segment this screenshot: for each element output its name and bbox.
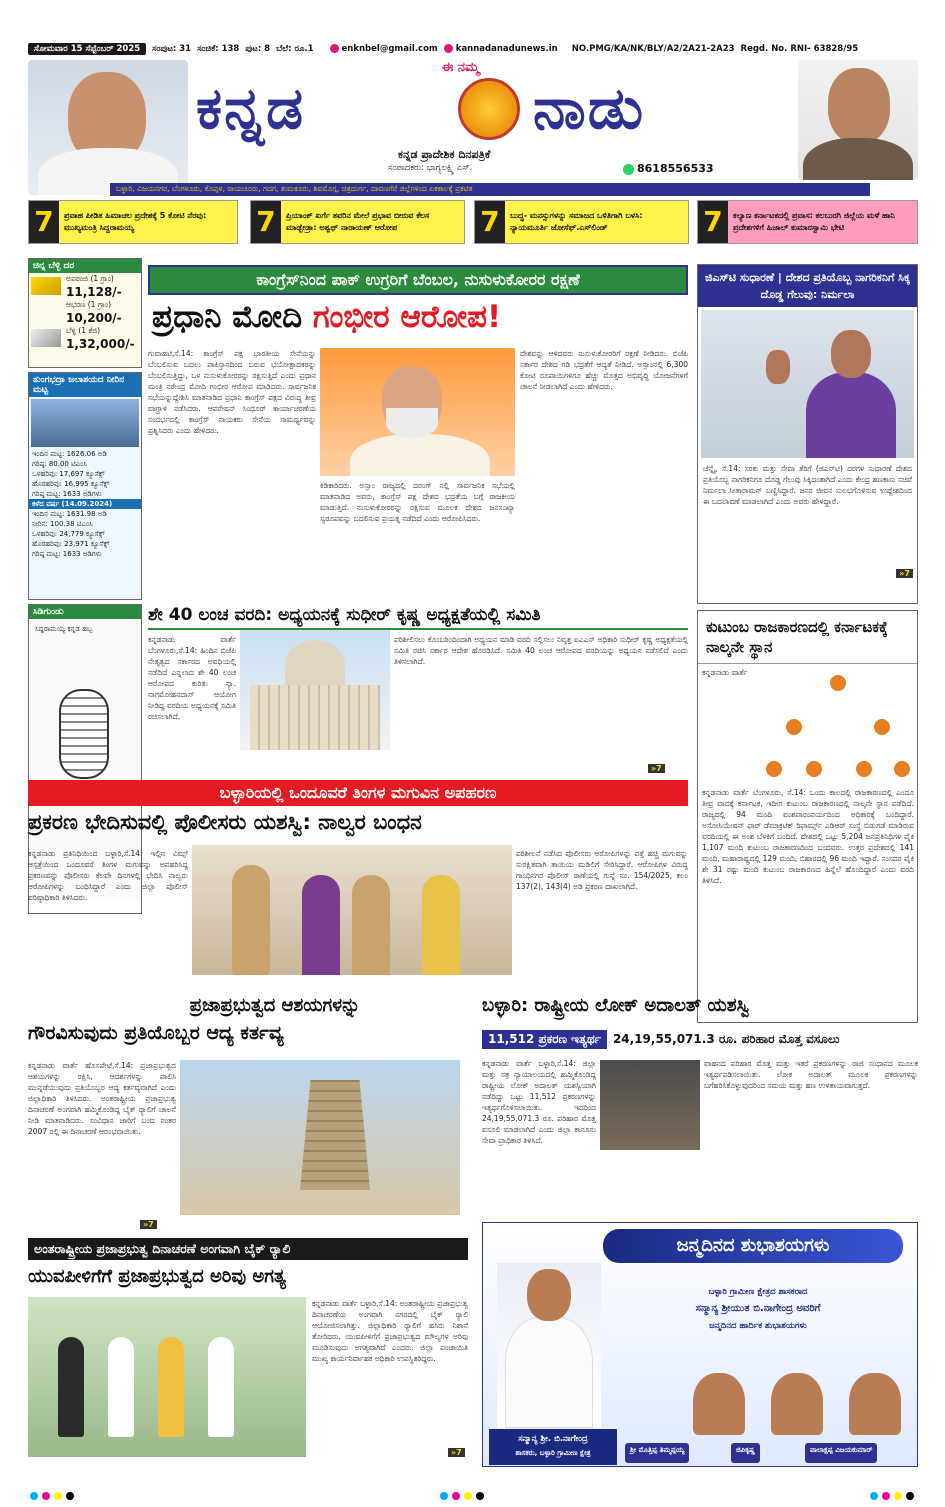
judge-photo xyxy=(600,1060,700,1150)
whatsapp-number[interactable]: 8618556533 xyxy=(623,162,714,175)
ad-line-3: ಜನ್ಮದಿನದ ಹಾರ್ದಿಕ ಶುಭಾಶಯಗಳು xyxy=(709,1321,807,1331)
email-link[interactable]: enknbel@gmail.com xyxy=(330,44,438,54)
family-politics-story xyxy=(697,610,918,1023)
hampi-temple-photo xyxy=(180,1060,460,1215)
ad-name: ಸನ್ಮಾನ್ಯ ಶ್ರೀ. ಬಿ.ನಾಗೇಂದ್ರ ಶಾಸಕರು, ಬಳ್ಳಾರಿ ಗ್ರಾಮೀಣ ಕ್ಷೇತ್ರ xyxy=(489,1429,617,1465)
masthead-subtitle: ಕನ್ನಡ ಪ್ರಾದೇಶಿಕ ದಿನಪತ್ರಿಕೆ xyxy=(398,148,491,161)
regd-rni: Regd. No. RNI- 63828/95 xyxy=(740,43,859,54)
police-photo xyxy=(192,845,512,975)
dam-title: ತುಂಗಭದ್ರಾ ಜಲಾಶಯದ ನೀರಿನ ಮಟ್ಟ xyxy=(29,373,141,397)
gst-headline[interactable]: ಜಿಎಸ್‌ಟಿ ಸುಧಾರಣೆ | ದೇಶದ ಪ್ರತಿಯೊಬ್ಬ ನಾಗರಿಕನಿಗೆ ಸಿಕ್ಕ ದೊಡ್ಡ ಗೆಲುವು: ನಿರ್ಮಲಾ xyxy=(698,265,917,307)
dam-level-box xyxy=(28,372,142,600)
dam-stat-line: ಗರಿಷ್ಠ ಮಟ್ಟ: 1633 ಅಡಿಗಳು xyxy=(32,490,102,498)
ad-chip-2: ಜಿಪಿಕೃಷ್ಣ xyxy=(731,1443,760,1463)
masthead-tagline: ಈ ನಮ್ಮ xyxy=(442,60,480,75)
gst-continued[interactable]: »7 xyxy=(896,569,913,578)
color-registration-marks-right xyxy=(870,1492,914,1500)
masthead-title-left: ಕನ್ನಡ xyxy=(196,74,306,142)
microphone-icon xyxy=(59,689,109,779)
democracy-headline[interactable]: ಗೌರವಿಸುವುದು ಪ್ರತಿಯೊಬ್ಬರ ಆದ್ಯ ಕರ್ತವ್ಯ xyxy=(28,1022,284,1044)
gold-rate-title: ಚಿನ್ನ ಬೆಳ್ಳಿ ದರ xyxy=(29,259,141,273)
gold-bar-icon xyxy=(31,277,61,295)
dam-stat-line: ಹೊರಹರಿವು: 16,995 ಕ್ಯೂಸೆಕ್ಸ್ xyxy=(32,480,110,488)
actor-photo xyxy=(798,60,918,180)
teaser-3[interactable]: 7 ಬುದ್ಧ- ಮನಸ್ಸುಗಳನ್ನು ಸಮಾಜದ ಒಳಿತಿಗಾಗಿ ಬಳಸಿ: ನ್ಯಾಯಮೂರ್ತಿ ಜೋಸೆಫ್.ಎಸ್‌ಲಿಂಡ್ xyxy=(474,200,689,244)
ad-chip-1: ಶ್ರೀ ಮೊತ್ತಿಪ್ಪ ತಿಮ್ಮಪ್ಪಯ್ಯ xyxy=(625,1443,689,1463)
ad-line-2: ಸನ್ಮಾನ್ಯ ಶ್ರೀಯುತ ಬಿ.ನಾಗೇಂದ್ರ ಅವರಿಗೆ xyxy=(695,1303,821,1314)
lead-body-col2: ಕಿಡಿಕಾರಿದರು. ಅಸ್ಸಾಂ ರಾಜ್ಯದಲ್ಲಿ ದರಂಗ್ ನಲ್ಲಿ ಸಾರ್ವಜನಿಕ ಸಭೆಯಲ್ಲಿ ಮಾತನಾಡಿದ ಅವರು, ಕಾಂಗ್ರೆಸ್ ಪಕ್ಷ ದೇಶದ ಭದ್ರತೆಯ ಬಗ್ಗೆ ರಾಜಕೀಯ ಮಾಡುತ್ತಿದೆ. ನುಸುಳುಕೋರರನ್ನು ರಕ್ಷಿಸುವ ಮೂಲಕ ದೇಶದ ಜನಸಂಖ್ಯಾ ಸ್ವರೂಪವನ್ನು ಬದಲಿಸುವ ಪ್ರಯತ್ನ ನಡೆದಿದೆ ಎಂದು ಆರೋಪಿಸಿದರು. xyxy=(320,481,515,523)
birthday-advertisement xyxy=(482,1222,918,1467)
issue: ಸಂಚಿಕೆ: 138 xyxy=(197,43,240,54)
commission-continued[interactable]: »7 xyxy=(648,764,665,773)
color-registration-marks-center xyxy=(440,1492,484,1500)
dam-stat-line: ಇಂದಿನ ಮಟ್ಟ: 1631.98 ಅಡಿ xyxy=(32,510,107,518)
silver-price: 1,32,000/- xyxy=(66,337,135,351)
nirmala-photo xyxy=(701,310,914,458)
editor-credit: ಸಂಪಾದಕರು: ಭಾಗ್ಯಲಕ್ಷ್ಮಿ ಎಸ್. xyxy=(388,163,473,173)
vidhana-soudha-photo xyxy=(240,630,390,750)
color-registration-marks xyxy=(30,1492,74,1500)
gst-body: ಚೆನ್ನೈ, ಸೆ.14: ಸರಕು ಮತ್ತು ಸೇವಾ ತೆರಿಗೆ (ಜಿಎಸ್‌ಟಿ) ದರಗಳ ಸುಧಾರಣೆ ದೇಶದ ಪ್ರತಿಯೊಬ್ಬ ನಾಗರಿಕನಿಗೂ ದೊಡ್ಡ ಗೆಲುವು ಸಿಕ್ಕಿದಂತಾಗಿದೆ ಎಂದು ಕೇಂದ್ರ ಹಣಕಾಸು ಸಚಿವೆ ನಿರ್ಮಲಾ ಸೀತಾರಾಮನ್ ಬಣ್ಣಿಸಿದ್ದಾರೆ. ಜನರ ಜೀವನ ಸುಲಭಗೊಳಿಸುವ ಉದ್ದೇಶದಿಂದ ಈ ಬದಲಾವಣೆ ಮಾಡಲಾಗಿದೆ ಎಂದು ಅವರು ಹೇಳಿದ್ದಾರೆ. xyxy=(703,464,912,506)
kidnap-body-right: ಪರಿಶೀಲನೆ ನಡೆಸಿದ ಪೊಲೀಸರು ಆರೋಪಿಗಳನ್ನು ಪತ್ತೆ ಹಚ್ಚಿ ಮಗುವನ್ನು ಸುರಕ್ಷಿತವಾಗಿ ತಾಯಿಯ ಮಡಿಲಿಗೆ ಸೇರಿಸಿದ್ದಾರೆ. ಆರೋಪಿಗಳ ವಿರುದ್ಧ ಗಾಂಧಿನಗರ ಪೊಲೀಸ್ ಠಾಣೆಯಲ್ಲಿ ಗುನ್ನೆ ನಂ. 154/2025, ಕಲಂ 137(2), 143(4) ಅಡಿ ಪ್ರಕರಣ ದಾಖಲಾಗಿದೆ. xyxy=(516,849,688,891)
commission-body-right: ಪರಿಶೀಲಿಸಲು ಕೊಂಬರಿಂದಿಂದಾಗಿ ಅಧ್ಯಯನ ಮಾಡಿ ವರದಿ ಸಲ್ಲಿಸಲು ನಿವೃತ್ತ ಐಎಎಸ್ ಅಧಿಕಾರಿ ಸುಧೀರ್ ಕೃಷ್ಣ ಅಧ್ಯಕ್ಷತೆಯಲ್ಲಿ ಸಮಿತಿ ರಚಿಸಿ ಸರ್ಕಾರ ಆದೇಶ ಹೊರಡಿಸಿದೆ. ಸಮಿತಿ 40 ಲಂಚ ಆರೋಪದ ವರದಿಯನ್ನು ಅಧ್ಯಯನ ನಡೆಸಲಿದೆ ಎಂದು ತಿಳಿಸಲಾಗಿದೆ. xyxy=(394,635,688,666)
lokadalat-body: ಕನ್ನಡನಾಡು ವಾರ್ತೆ ಬಳ್ಳಾರಿ,ಸೆ.14: ಜಿಲ್ಲಾ ಮತ್ತು ಸತ್ರ ನ್ಯಾಯಾಲಯದಲ್ಲಿ ಹಮ್ಮಿಕೊಂಡಿದ್ದ ರಾಷ್ಟ್ರೀಯ ಲೋಕ್ ಅದಾಲತ್ ಯಶಸ್ವಿಯಾಗಿ ನಡೆದಿದ್ದು ಒಟ್ಟು 11,512 ಪ್ರಕರಣಗಳನ್ನು ಇತ್ಯರ್ಥಗೊಳಿಸಲಾಯಿತು. ಇದರಿಂದ 24,19,55,071.3 ರೂ. ಪರಿಹಾರ ಮೊತ್ತ ವಸೂಲಿ ಮಾಡಲಾಗಿದೆ ಎಂದು ಜಿಲ್ಲಾ ಕಾನೂನು ಸೇವಾ ಪ್ರಾಧಿಕಾರ ತಿಳಿಸಿದೆ. xyxy=(482,1059,596,1145)
globe-icon xyxy=(444,44,453,53)
kidnap-headline[interactable]: ಪ್ರಕರಣ ಭೇದಿಸುವಲ್ಲಿ ಪೊಲೀಸರು ಯಶಸ್ವಿ: ನಾಲ್ವರ ಬಂಧನ xyxy=(28,810,422,834)
compensation-amount: 24,19,55,071.3 ರೂ. ಪರಿಹಾರ ಮೊತ್ತ ವಸೂಲು xyxy=(612,1032,840,1046)
democracy-kicker: ಪ್ರಜಾಪ್ರಭುತ್ವದ ಆಶಯಗಳನ್ನು xyxy=(189,995,361,1016)
gold-rate-box: ಚಿನ್ನ ಬೆಳ್ಳಿ ದರ ಅಪರಂಜಿ (1 ಗ್ರಾಂ) 11,128/- ಆಭರಣ (1 ಗ್ರಾಂ) 10,200/- ಬೆಳ್ಳಿ (1 ಕೆಜಿ) 1,32,000/- xyxy=(28,258,142,368)
volume: ಸಂಪುಟ: 31 xyxy=(152,43,192,54)
dam-stat-line: ಗರಿಷ್ಠ: 80.00 ಟಿಎಂಸಿ xyxy=(32,460,87,468)
cartoon-illustration: ಸಿದ್ದರಾಮಯ್ಯ ಕನ್ನಡ ಹಬ್ಬ xyxy=(29,619,141,899)
ad-portrait-2 xyxy=(693,1373,745,1435)
dam-stat-line: ಒಳಹರಿವು: 17,697 ಕ್ಯೂಸೆಕ್ಸ್ xyxy=(32,470,105,478)
silver-bar-icon xyxy=(31,329,61,347)
dam-stat-line: ಹೊರಹರಿವು: 23,971 ಕ್ಯೂಸೆಕ್ಸ್ xyxy=(32,540,110,548)
dam-stat-line: ಒಳಹರಿವು: 24,779 ಕ್ಯೂಸೆಕ್ಸ್ xyxy=(32,530,105,538)
pages: ಪುಟ: 8 xyxy=(245,43,271,54)
democracy-body: ಕನ್ನಡನಾಡು ವಾರ್ತೆ ಹೊಸಪೇಟೆ,ಸೆ.14: ಪ್ರಜಾಪ್ರಭುತ್ವದ ಆಶಯಗಳನ್ನು ರಕ್ಷಿಸಿ, ಆದರ್ಶಗಳನ್ನು ಪಾಲಿಸಿ ಮುನ್ನಡೆಯುವುದು ಪ್ರತಿಯೊಬ್ಬರ ಆದ್ಯ ಕರ್ತವ್ಯವಾಗಿದೆ ಎಂದು ಜಿಲ್ಲಾಧಿಕಾರಿ ತಿಳಿಸಿದರು. ಅಂತರಾಷ್ಟ್ರೀಯ ಪ್ರಜಾಪ್ರಭುತ್ವ ದಿನಾಚರಣೆ ಅಂಗವಾಗಿ ಹಮ್ಮಿಕೊಂಡಿದ್ದ ಬೈಕ್ ರ‍್ಯಾಲಿಗೆ ಚಾಲನೆ ನೀಡಿ ಮಾತನಾಡಿದರು. ಸಂವಿಧಾನ ಜಾರಿಗೆ ಬಂದ ನಂತರ 2007 ರಲ್ಲಿ ಈ ದಿನಾಚರಣೆ ಆರಂಭವಾಯಿತು. xyxy=(28,1061,176,1136)
masthead xyxy=(28,60,918,195)
lead-story xyxy=(148,265,688,340)
family-headline[interactable]: ಕುಟುಂಬ ರಾಜಕಾರಣದಲ್ಲಿ ಕರ್ನಾಟಕಕ್ಕೆ ನಾಲ್ಕನೇ ಸ್ಥಾನ xyxy=(698,611,917,664)
rally-headline[interactable]: ಯುವಪೀಳಿಗೆಗೆ ಪ್ರಜಾಪ್ರಭುತ್ವದ ಅರಿವು ಅಗತ್ಯ xyxy=(28,1266,286,1287)
family-body: ಕನ್ನಡನಾಡು ವಾರ್ತೆ ಬೆಂಗಳೂರು, ಸೆ.14: ಒಂದು ಕಾಲದಲ್ಲಿ ರಾಜಕಾರಣದಲ್ಲಿ ಎಂದೂ ತೀವ್ರ ವಾದಕ್ಕೆ ಕರ್ನಾಟಕ, ಇದೀಗ ಕುಟುಂಬ ರಾಜಕಾರಣದಲ್ಲಿ ನಾಲ್ಕನೇ ಸ್ಥಾನ ಪಡೆದಿದೆ. ರಾಜ್ಯದಲ್ಲಿ 94 ಮಂದಿ ವಂಶಪಾರಂಪರ್ಯದಿಂದ ಅಧಿಕಾರಕ್ಕೆ ಬಂದಿದ್ದಾರೆ. ಅಸೋಸಿಯೇಷನ್ ಫಾರ್ ಡೆಮಾಕ್ರಟಿಕ್ ರಿಫಾರ್ಮ್ಸ್ ಎಡಿಆರ್ ಸಂಸ್ಥೆ ಬಿಡುಗಡೆ ಮಾಡಿರುವ ವರದಿಯಲ್ಲಿ ಈ ಅಂಶ ಬೆಳಕಿಗೆ ಬಂದಿದೆ. ದೇಶದಲ್ಲಿ ಒಟ್ಟು 5,204 ಜನಪ್ರತಿನಿಧಿಗಳ ಪೈಕಿ 1,107 ಮಂದಿ ಕುಟುಂಬ ರಾಜಕಾರಣದಿಂದ ಬಂದವರು. ಉತ್ತರ ಪ್ರದೇಶದಲ್ಲಿ 141 ಮಂದಿ, ಮಹಾರಾಷ್ಟ್ರದಲ್ಲಿ 129 ಮಂದಿ, ಬಿಹಾರದಲ್ಲಿ 96 ಮಂದಿ ಇದ್ದಾರೆ. ಸಂಸದರ ಪೈಕಿ ಶೇ 31 ರಷ್ಟು ಮಂದಿ ಕುಟುಂಬ ರಾಜಕಾರಣದ ಹಿನ್ನೆಲೆ ಹೊಂದಿದ್ದಾರೆ ಎಂದು ವರದಿ ತಿಳಿಸಿದೆ. xyxy=(702,788,914,885)
dam-stats xyxy=(29,449,141,559)
whatsapp-icon xyxy=(623,164,634,175)
rally-body: ಕನ್ನಡನಾಡು ವಾರ್ತೆ ಬಳ್ಳಾರಿ,ಸೆ.14: ಅಂತರಾಷ್ಟ್ರೀಯ ಪ್ರಜಾಪ್ರಭುತ್ವ ದಿನಾಚರಣೆಯ ಅಂಗವಾಗಿ ನಗರದಲ್ಲಿ ಬೈಕ್ ರ‍್ಯಾಲಿ ಆಯೋಜಿಸಲಾಗಿತ್ತು. ಜಿಲ್ಲಾಧಿಕಾರಿ ರ‍್ಯಾಲಿಗೆ ಹಸಿರು ನಿಶಾನೆ ತೋರಿದರು. ಯುವಪೀಳಿಗೆಗೆ ಪ್ರಜಾಪ್ರಭುತ್ವದ ಮೌಲ್ಯಗಳ ಅರಿವು ಮೂಡಿಸುವುದು ಅಗತ್ಯವಾಗಿದೆ ಎಂದರು. ಜಿಲ್ಲಾ ಪಂಚಾಯಿತಿ ಮುಖ್ಯ ಕಾರ್ಯನಿರ್ವಾಹಕ ಅಧಿಕಾರಿ ಉಪಸ್ಥಿತರಿದ್ದರು. xyxy=(312,1299,468,1363)
teaser-4[interactable]: 7 ಕಲ್ಯಾಣ ಕರ್ನಾಟಕದಲ್ಲಿ ಪ್ರವಾಸ: ಕಲಬುರಗಿ ಜಿಲ್ಲೆಯ ಮಳೆ ಹಾನಿ ಪ್ರದೇಶಗಳಿಗೆ ಹಿಜಾಲ್ ಕುಮಾರಸ್ವಾಮಿ ಭೇಟಿ xyxy=(697,200,918,244)
gold22-price: 10,200/- xyxy=(66,311,122,325)
ad-line-1: ಬಳ್ಳಾರಿ ಗ್ರಾಮೀಣ ಕ್ಷೇತ್ರದ ಶಾಸಕರಾದ xyxy=(708,1287,808,1297)
democracy-continued[interactable]: »7 xyxy=(140,1220,157,1229)
karnataka-emblem-icon xyxy=(458,78,520,140)
dam-stat-line: ಇಂದಿನ ಮಟ್ಟ: 1626.06 ಅಡಿ xyxy=(32,450,107,458)
ad-portrait-4 xyxy=(849,1373,901,1435)
divider xyxy=(148,628,688,630)
teaser-2[interactable]: 7 ಪ್ರಿಯಾಂಕ್ ಖರ್ಗೆ ತವರಿನ ಮೇಲೆ ಪ್ರಭಾವ ಬೀರುವ ಕೆಲಸ ಮಾಡ್ಬೇಡ್ರಾ: ಅಶ್ವಥ್ ನಾರಾಯಣ್ ಆರೋಪ xyxy=(250,200,465,244)
rally-kicker: ಅಂತರಾಷ್ಟ್ರೀಯ ಪ್ರಜಾಪ್ರಭುತ್ವ ದಿನಾಚರಣೆ ಅಂಗವಾಗಿ ಬೈಕ್ ರ‍್ಯಾಲಿ xyxy=(28,1238,468,1260)
rally-continued[interactable]: »7 xyxy=(448,1448,465,1457)
commission-body-left: ಕನ್ನಡನಾಡು ವಾರ್ತೆ ಬೆಂಗಳೂರು,ಸೆ.14: ಹಿಂದಿನ ಬಿಜೆಪಿ ನೇತೃತ್ವದ ಸರ್ಕಾರದ ಅವಧಿಯಲ್ಲಿ ನಡೆದಿದೆ ಎನ್ನಲಾದ ಶೇ 40 ಲಂಚ ಆರೋಪದ ಕುರಿತು ನ್ಯಾ. ನಾಗಮೋಹನದಾಸ್ ಆಯೋಗ ನೀಡಿದ್ದ ವರದಿಯ ಅಧ್ಯಯನಕ್ಕೆ ಸಮಿತಿ ರಚಿಸಲಾಗಿದೆ. xyxy=(148,635,236,721)
lead-headline[interactable]: ಪ್ರಧಾನಿ ಮೋದಿ ಗಂಭೀರ ಆರೋಪ! xyxy=(152,299,502,335)
regd-postal: NO.PMG/KA/NK/BLY/A2/2A21-2A23 xyxy=(571,43,735,54)
ad-portrait xyxy=(497,1263,601,1428)
ad-chip-3: ಪಾಲಾಕ್ಷಪ್ಪ ವಿಜಯಕುಮಾರ್ xyxy=(805,1443,877,1463)
cartoon-title: ಸಿಡಿಗುಂಡು xyxy=(29,605,141,619)
family-body-intro: ಕನ್ನಡನಾಡು ವಾರ್ತೆ xyxy=(702,668,748,677)
masthead-title-right: ನಾಡು xyxy=(533,74,646,142)
modi-photo xyxy=(320,348,515,476)
gold24-price: 11,128/- xyxy=(66,285,122,299)
family-tree-illustration xyxy=(766,675,911,779)
cases-badge: 11,512 ಪ್ರಕರಣ ಇತ್ಯರ್ಥ xyxy=(482,1030,607,1049)
dateline xyxy=(28,40,918,57)
dam-stat-line: ಕಳೆದ ವರ್ಷ (14.09.2024) xyxy=(29,499,141,509)
commission-headline[interactable]: ಶೇ 40 ಲಂಚ ವರದಿ: ಅಧ್ಯಯನಕ್ಕೆ ಸುಧೀರ್ ಕೃಷ್ಣ ಅಧ್ಯಕ್ಷತೆಯಲ್ಲಿ ಸಮಿತಿ xyxy=(148,605,541,625)
ad-banner: ಜನ್ಮದಿನದ ಶುಭಾಶಯಗಳು xyxy=(603,1229,903,1263)
lead-body-col1: ಗುವಾಹಟಿ,ಸೆ.14: ಕಾಂಗ್ರೆಸ್ ಪಕ್ಷ ಭಾರತೀಯ ಸೇನೆಯನ್ನು ಬೆಂಬಲಿಸುವ ಬದಲು ಪಾಕಿಸ್ತಾನದಿಂದ ಬರುವ ಭಯೋತ್ಪಾದಕರನ್ನು ಬೆಂಬಲಿಸುತ್ತಿದ್ದು, ಒಳ ನುಸುಳುಕೋರರನ್ನು ರಕ್ಷಿಸುತ್ತಿದೆ ಎಂದು ಪ್ರಧಾನ ಮಂತ್ರಿ ನರೇಂದ್ರ ಮೋದಿ ಗಂಭೀರ ಆರೋಪ ಮಾಡಿದರು. ಸಾರ್ವಜನಿಕ ಸಭೆಯನ್ನುದ್ದೇಶಿಸಿ ಮಾತನಾಡಿದ ಪ್ರಧಾನಿ ಕಾಂಗ್ರೆಸ್ ಪಕ್ಷದ ವಿರುದ್ಧ ತೀವ್ರ ವಾಗ್ದಾಳಿ ನಡೆಸಿದರು. ಆಪರೇಷನ್ ಸಿಂಧೂರ್ ಕಾರ್ಯಾಚರಣೆಯ ಸಂದರ್ಭದಲ್ಲಿ ಕಾಂಗ್ರೆಸ್ ನಾಯಕರು ಸೇನೆಯ ಸಾಮರ್ಥ್ಯವನ್ನು ಪ್ರಶ್ನಿಸಿದರು ಎಂದು ಹೇಳಿದರು. xyxy=(148,349,316,435)
cm-photo xyxy=(28,60,188,195)
editions-strip: ಬಳ್ಳಾರಿ, ವಿಜಯನಗರ, ಬೆಂಗಳೂರು, ಕೊಪ್ಪಳ, ರಾಯಚೂರು, ಗದಗ, ತುಮಕೂರು, ಶಿವಮೊಗ್ಗ, ಚಿತ್ರದುರ್ಗ, ದಾವಣಗೆರೆ ಜಿಲ್ಲೆಗಳಿಂದ ಏಕಕಾಲಕ್ಕೆ ಪ್ರಕಟಿತ xyxy=(110,183,870,196)
lead-kicker: ಕಾಂಗ್ರೆಸ್‌ನಿಂದ ಪಾಕ್ ಉಗ್ರರಿಗೆ ಬೆಂಬಲ, ನುಸುಳುಕೋರರ ರಕ್ಷಣೆ xyxy=(148,265,688,295)
gst-story xyxy=(697,264,918,604)
lokadalat-subhead xyxy=(482,1030,918,1049)
teaser-1[interactable]: 7 ಪ್ರವಾಹ ಪೀಡಿತ ಹಿಮಾಚಲ ಪ್ರದೇಶಕ್ಕೆ 5 ಕೋಟಿ ನೆರವು: ಮುಖ್ಯಮಂತ್ರಿ ಸಿದ್ದರಾಮಯ್ಯ xyxy=(28,200,238,244)
ad-portrait-3 xyxy=(771,1373,823,1435)
dam-stat-line: ಗರಿಷ್ಠ ಮಟ್ಟ: 1633 ಅಡಿಗಳು xyxy=(32,550,102,558)
lokadalat-headline[interactable]: ಬಳ್ಳಾರಿ: ರಾಷ್ಟ್ರೀಯ ಲೋಕ್ ಅದಾಲತ್ ಯಶಸ್ವಿ xyxy=(482,995,750,1016)
rally-photo xyxy=(28,1297,306,1457)
dam-photo xyxy=(31,399,139,447)
kidnap-body-left: ಕನ್ನಡನಾಡು ಪ್ರತಿನಿಧಿಯಿಂದ ಬಳ್ಳಾರಿ,ಸೆ.14: ಇಲ್ಲಿನ ವಿಮ್ಸ್ ಆಸ್ಪತ್ರೆಯಿಂದ ಒಂದೂವರೆ ತಿಂಗಳ ಮಗುವನ್ನು ಅಪಹರಿಸಿದ್ದ ಪ್ರಕರಣವನ್ನು ಪೊಲೀಸರು ಕೆಲವೇ ದಿನಗಳಲ್ಲಿ ಭೇದಿಸಿ ನಾಲ್ವರು ಆರೋಪಿಗಳನ್ನು ಬಂಧಿಸಿದ್ದಾರೆ ಎಂದು ಜಿಲ್ಲಾ ಪೊಲೀಸ್ ವರಿಷ್ಠಾಧಿಕಾರಿ ತಿಳಿಸಿದರು. xyxy=(28,849,188,902)
price: ಬೆಲೆ: ರೂ.1 xyxy=(276,43,314,54)
lokadalat-body-right: ವಾಹನದ ಪರಿಹಾರ ಮೊತ್ತ ಮತ್ತು ಇತರೆ ಪ್ರಕರಣಗಳನ್ನು ರಾಜಿ ಸಂಧಾನದ ಮೂಲಕ ಇತ್ಯರ್ಥಪಡಿಸಲಾಯಿತು. ಲೋಕ ಅದಾಲತ್ ಮೂಲಕ ಪ್ರಕರಣಗಳನ್ನು ಬಗೆಹರಿಸಿಕೊಳ್ಳುವುದರಿಂದ ಸಮಯ ಮತ್ತು ಹಣ ಉಳಿತಾಯವಾಗುತ್ತದೆ. xyxy=(704,1059,918,1090)
lead-body-col3: ದೇಶವನ್ನು ಆಳಿದವರು ನುಸುಳುಕೋರರಿಗೆ ರಕ್ಷಣೆ ನೀಡಿದರು. ಬಿಜೆಪಿ ಸರ್ಕಾರ ದೇಶದ ಗಡಿ ಭದ್ರತೆಗೆ ಆದ್ಯತೆ ನೀಡಿದೆ. ಅಸ್ಸಾಂನಲ್ಲಿ 6,300 ಕೋಟಿ ರೂಪಾಯಿಗಳಿಗೂ ಹೆಚ್ಚು ಮೊತ್ತದ ಅಭಿವೃದ್ಧಿ ಯೋಜನೆಗಳಿಗೆ ಚಾಲನೆ ನೀಡಲಾಗಿದೆ ಎಂದು ಹೇಳಿದರು. xyxy=(520,349,688,391)
email-icon xyxy=(330,44,339,53)
website-link[interactable]: kannadanadunews.in xyxy=(444,44,558,54)
dam-stat-line: ನೀರಿನ: 100.38 ಟಿಎಂಸಿ xyxy=(32,520,93,528)
kidnap-kicker: ಬಳ್ಳಾರಿಯಲ್ಲಿ ಒಂದೂವರೆ ತಿಂಗಳ ಮಗುವಿನ ಅಪಹರಣ xyxy=(28,780,688,806)
date: ಸೋಮವಾರ 15 ಸೆಪ್ಟೆಂಬರ್ 2025 xyxy=(28,43,146,55)
